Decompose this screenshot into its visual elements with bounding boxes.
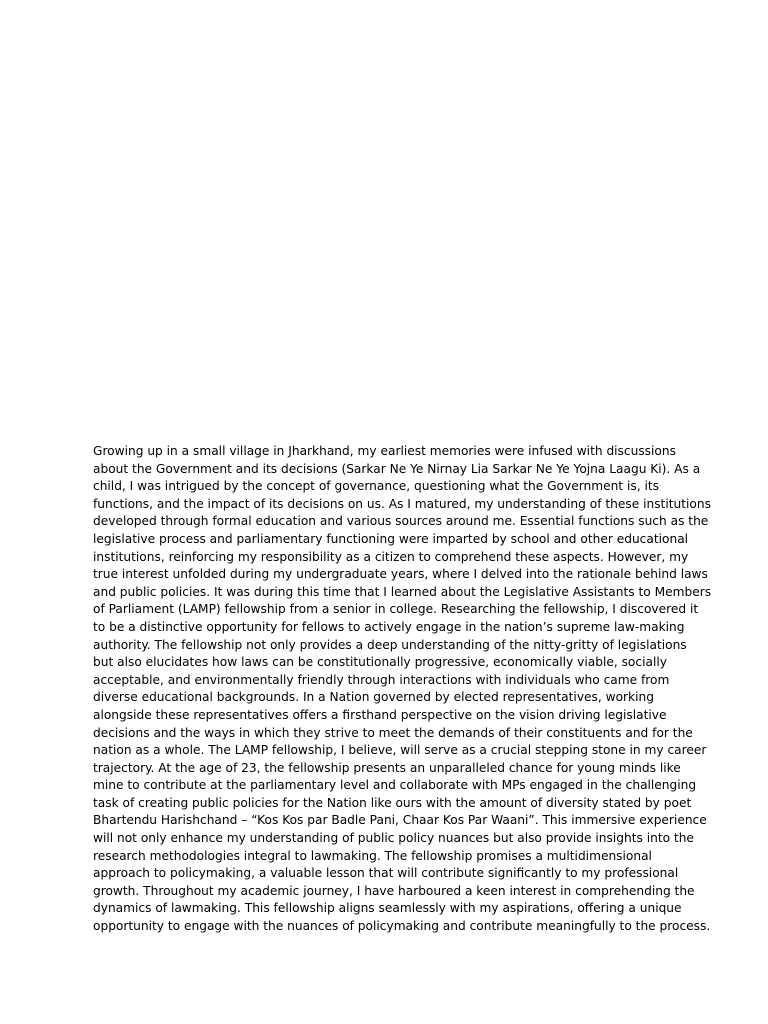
paragraph-line: functions, and the impact of its decisions on us. As I matured, my understanding of these institutions [93,496,711,511]
paragraph-line: research methodologies integral to lawmaking. The fellowship promises a multidimensional [93,848,652,863]
paragraph-line: but also elucidates how laws can be constitutionally progressive, economically viable, socially [93,655,667,670]
paragraph-line: true interest unfolded during my undergraduate years, where I delved into the rationale behind laws [93,567,708,582]
paragraph-line: diverse educational backgrounds. In a Nation governed by elected representatives, working [93,690,654,705]
paragraph-line: and public policies. It was during this time that I learned about the Legislative Assistants to Members [93,584,712,599]
paragraph-line: nation as a whole. The LAMP fellowship, I believe, will serve as a crucial stepping stone in my career [93,743,707,758]
paragraph-line: acceptable, and environmentally friendly through interactions with individuals who came from [93,672,670,687]
paragraph-line: alongside these representatives offers a firsthand perspective on the vision driving legislative [93,707,667,722]
paragraph-line: mine to contribute at the parliamentary level and collaborate with MPs engaged in the challenging [93,778,697,793]
paragraph-line: institutions, reinforcing my responsibility as a citizen to comprehend these aspects. However, my [93,549,689,564]
paragraph-line: opportunity to engage with the nuances of policymaking and contribute meaningfully to the process. [93,919,711,934]
essay-paragraph [93,443,712,936]
paragraph-line: of Parliament (LAMP) fellowship from a senior in college. Researching the fellowship, I discovered it [93,602,699,617]
paragraph-line: developed through formal education and various sources around me. Essential functions such as the [93,514,709,529]
paragraph-line: decisions and the ways in which they strive to meet the demands of their constituents and for the [93,725,693,740]
paragraph-line: child, I was intrigued by the concept of governance, questioning what the Government is, its [93,479,659,494]
paragraph-line: authority. The fellowship not only provides a deep understanding of the nitty-gritty of legislations [93,637,687,652]
paragraph-line: about the Government and its decisions (Sarkar Ne Ye Nirnay Lia Sarkar Ne Ye Yojna Laagu Ki). As a [93,461,701,476]
paragraph-line: will not only enhance my understanding of public policy nuances but also provide insights into the [93,831,694,846]
paragraph-line: trajectory. At the age of 23, the fellowship presents an unparalleled chance for young minds like [93,760,681,775]
paragraph-line: growth. Throughout my academic journey, I have harboured a keen interest in comprehending the [93,883,695,898]
paragraph-line: dynamics of lawmaking. This fellowship aligns seamlessly with my aspirations, offering a unique [93,901,682,916]
paragraph-line: Bhartendu Harishchand – “Kos Kos par Badle Pani, Chaar Kos Par Waani”. This immersive experience [93,813,707,828]
paragraph-line: approach to policymaking, a valuable lesson that will contribute significantly to my professional [93,866,679,881]
paragraph-line: task of creating public policies for the Nation like ours with the amount of diversity stated by poet [93,795,692,810]
paragraph-line: to be a distinctive opportunity for fellows to actively engage in the nation’s supreme law-making [93,619,685,634]
paragraph-line: legislative process and parliamentary functioning were imparted by school and other educational [93,531,689,546]
paragraph-line: Growing up in a small village in Jharkhand, my earliest memories were infused with discussions [93,444,676,458]
